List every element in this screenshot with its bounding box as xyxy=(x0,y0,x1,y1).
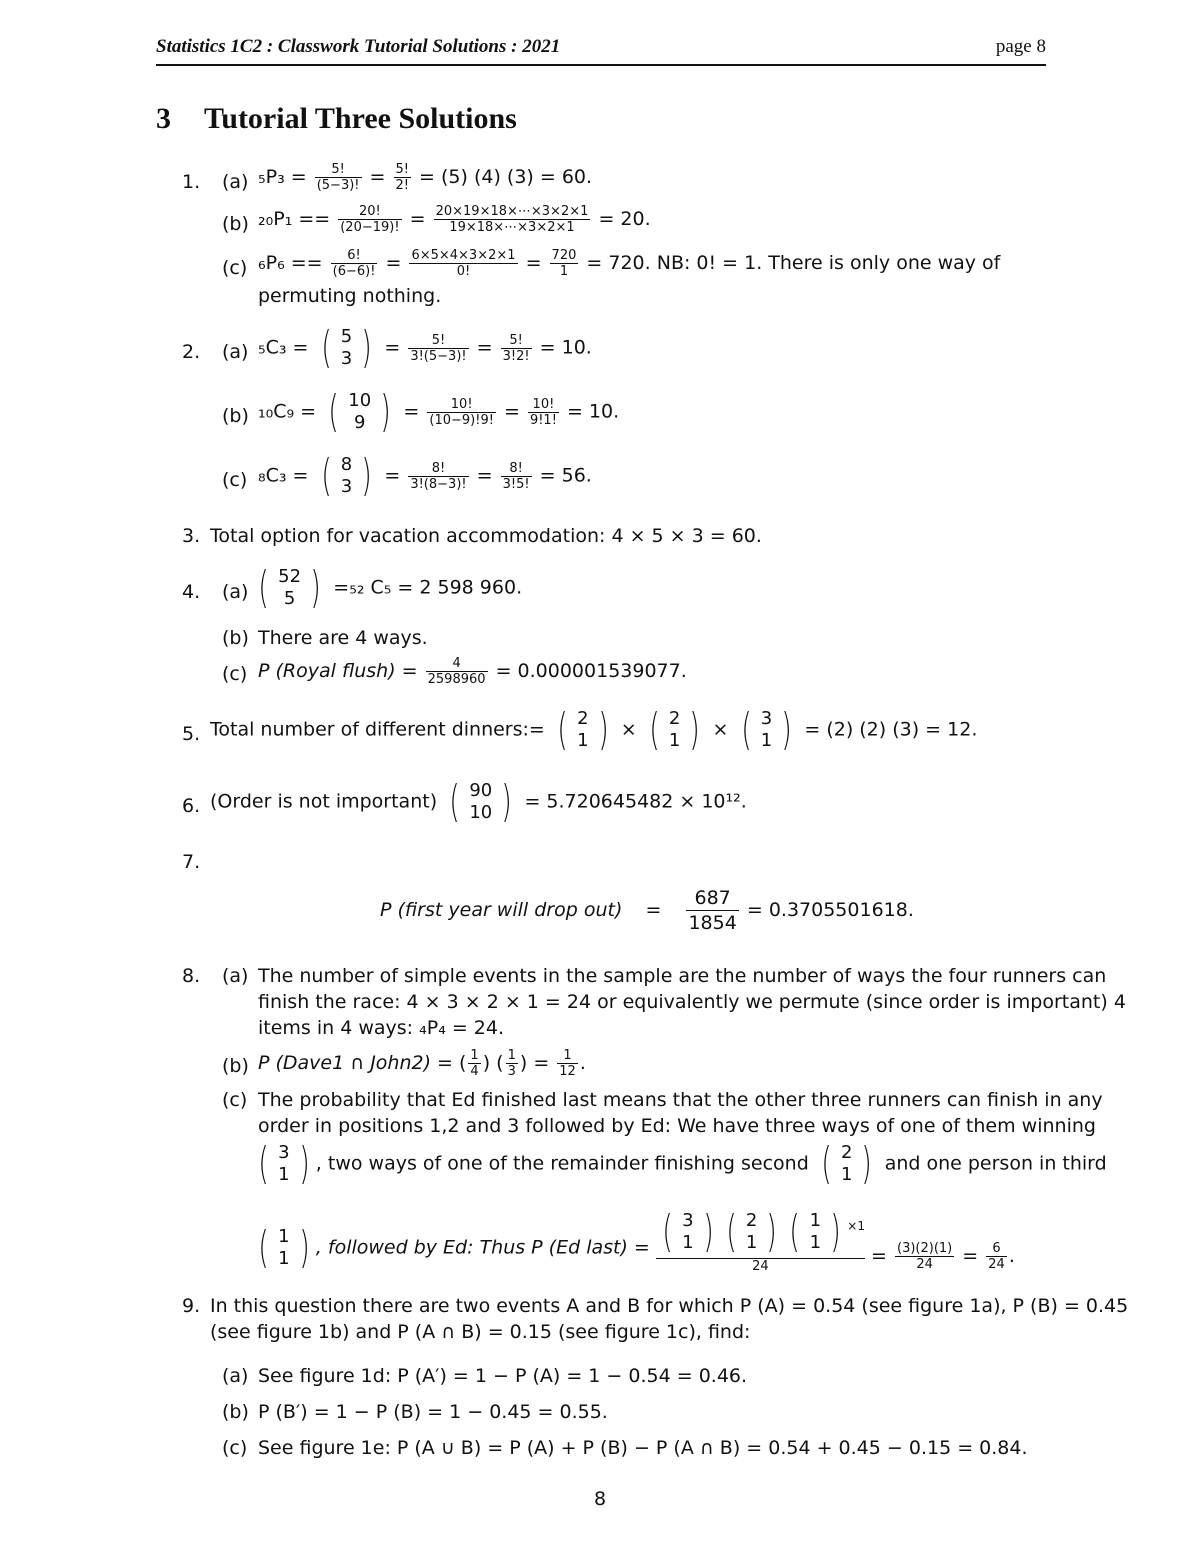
q1b-label: (b) xyxy=(222,213,249,235)
q8a-line1: The number of simple events in the sample are the number of ways the four runners can xyxy=(258,965,1107,987)
q2a-label: (a) xyxy=(222,341,249,363)
q1b-frac2: $\frac{20\times 19\times 18\times\cdots\times 3\times 2\times 1}{19\times 18\times\cdots\times 3\times 2\times 1}$ xyxy=(435,204,589,235)
q8c-line4: ( 1 1 ) , followed by Ed: Thus P (Ed last) = ( 3 1 ) ( 2 1 ) ( 1 1 ) $^{\times 1}$ 24 = $\frac{(3)(2)(1)}{24}$ = $\frac{6}{24}$ . xyxy=(258,1206,1015,1274)
q9-line1: In this question there are two events A and B for which P (A) = 0.54 (see figure 1a), P (B) = 0.45 xyxy=(210,1295,1129,1317)
q4c-label: (c) xyxy=(222,663,248,685)
q8-label: 8. xyxy=(182,965,201,987)
q2b-binom: ( 10 9 ) xyxy=(328,386,391,437)
q9-line2: (see figure 1b) and P (A ∩ B) = 0.15 (see figure 1c), find: xyxy=(210,1321,751,1343)
q4b-label: (b) xyxy=(222,627,249,649)
q1c-label: (c) xyxy=(222,257,248,279)
q9c-text: See figure 1e: P (A ∪ B) = P (A) + P (B) − P (A ∩ B) = 0.54 + 0.45 − 0.15 = 0.84. xyxy=(258,1437,1028,1459)
q1c-continuation: permuting nothing. xyxy=(258,285,442,307)
q6-label: 6. xyxy=(182,795,201,817)
q4c-equation: P (Royal flush) = $\frac{4}{2598960}$ = 0.000001539077. xyxy=(258,656,687,687)
q3-label: 3. xyxy=(182,525,201,547)
q1c-frac1: $\frac{6!}{(6-6)!}$ xyxy=(332,248,376,279)
q6-equation: (Order is not important) ( 90 10 ) = 5.720645482 × 10¹². xyxy=(210,776,747,827)
q2-label: 2. xyxy=(182,341,201,363)
q9-label: 9. xyxy=(182,1295,201,1317)
q2a-binom: ( 5 3 ) xyxy=(320,322,372,373)
q8b-label: (b) xyxy=(222,1055,249,1077)
q9b-label: (b) xyxy=(222,1401,249,1423)
q5-equation: Total number of different dinners:= ( 2 1 ) × ( 2 1 ) × ( 3 1 ) = (2) (2) (3) = 12. xyxy=(210,704,978,755)
q1a-frac1: $\frac{5!}{(5-3)!}$ xyxy=(316,162,360,193)
q9c-label: (c) xyxy=(222,1437,248,1459)
q1a-lhs: ₅P₃ = xyxy=(258,166,307,188)
section-number: 3 xyxy=(156,102,171,135)
q1a-equation: ₅P₃ = $\frac{5!}{(5-3)!}$ = $\frac{5!}{2!}$ = (5) (4) (3) = 60. xyxy=(258,162,593,193)
q1b-frac1: $\frac{20!}{(20-19)!}$ xyxy=(340,204,400,235)
q9b-text: P (B′) = 1 − P (B) = 1 − 0.45 = 0.55. xyxy=(258,1401,608,1423)
q1a-result: = (5) (4) (3) = 60. xyxy=(419,166,593,188)
q1a-frac2: $\frac{5!}{2!}$ xyxy=(395,162,409,193)
q8a-label: (a) xyxy=(222,965,249,987)
q2a-equation: ₅C₃ = ( 5 3 ) = $\frac{5!}{3!(5-3)!}$ = $\frac{5!}{3!2!}$ = 10. xyxy=(258,322,592,373)
q1c-frac3: $\frac{720}{1}$ xyxy=(551,248,577,279)
header-title: Statistics 1C2 : Classwork Tutorial Solutions : 2021 xyxy=(156,36,561,57)
q4b-text: There are 4 ways. xyxy=(258,627,428,649)
q8c-big-fraction: ( 3 1 ) ( 2 1 ) ( 1 1 ) $^{\times 1}$ 24 xyxy=(656,1206,865,1274)
q7-equation: P (first year will drop out) = $\frac{687}{1854}$ = 0.3705501618. xyxy=(380,887,914,934)
section-heading xyxy=(156,102,517,136)
section-title: Tutorial Three Solutions xyxy=(204,102,517,135)
q2c-label: (c) xyxy=(222,469,248,491)
q2b-label: (b) xyxy=(222,405,249,427)
q8a-line3: items in 4 ways: ₄P₄ = 24. xyxy=(258,1017,505,1039)
running-header xyxy=(156,34,1046,66)
q2c-equation: ₈C₃ = ( 8 3 ) = $\frac{8!}{3!(8-3)!}$ = $\frac{8!}{3!5!}$ = 56. xyxy=(258,450,592,501)
q8a-line2: finish the race: 4 × 3 × 2 × 1 = 24 or equivalently we permute (since order is important) 4 xyxy=(258,991,1126,1013)
footer-page-number: 8 xyxy=(593,1488,607,1510)
q4a-label: (a) xyxy=(222,581,249,603)
q4a-equation: ( 52 5 ) =₅₂ C₅ = 2 598 960. xyxy=(252,562,522,614)
q9a-label: (a) xyxy=(222,1365,249,1387)
q4-label: 4. xyxy=(182,581,201,603)
q5-label: 5. xyxy=(182,723,201,745)
header-page-label: page 8 xyxy=(995,36,1046,57)
q1-label: 1. xyxy=(182,171,201,193)
q7-label: 7. xyxy=(182,851,201,873)
q8c-label: (c) xyxy=(222,1089,248,1111)
q1c-equation: ₆P₆ == $\frac{6!}{(6-6)!}$ = $\frac{6\times 5\times 4\times 3\times 2\times 1}{0!}$ = $\frac{720}{1}$ = 720. NB: 0! = 1. There is only one way of xyxy=(258,248,1001,279)
q8c-line1: The probability that Ed finished last means that the other three runners can finish in any xyxy=(258,1089,1103,1111)
q8c-line2: order in positions 1,2 and 3 followed by Ed: We have three ways of one of them winning xyxy=(258,1115,1096,1137)
q4a-binom: ( 52 5 ) xyxy=(258,562,321,613)
q1a-label: (a) xyxy=(222,171,249,193)
q8c-line3: ( 3 1 ) , two ways of one of the remainder finishing second ( 2 1 ) and one person in third xyxy=(258,1138,1107,1189)
q2b-equation: ₁₀C₉ = ( 10 9 ) = $\frac{10!}{(10-9)!9!}$ = $\frac{10!}{9!1!}$ = 10. xyxy=(258,386,620,437)
q8b-equation: P (Dave1 ∩ John2) = ( $\frac{1}{4}$ ) ( $\frac{1}{3}$ ) = $\frac{1}{12}$ . xyxy=(258,1048,586,1079)
q1b-equation: ₂₀P₁ == $\frac{20!}{(20-19)!}$ = $\frac{20\times 19\times 18\times\cdots\times 3\times 2\times 1}{19\times 18\times\cdots\times 3\times 2\times 1}$ = 20. xyxy=(258,204,651,235)
q3-text: Total option for vacation accommodation: 4 × 5 × 3 = 60. xyxy=(210,525,762,547)
q2c-binom: ( 8 3 ) xyxy=(320,450,372,501)
q9a-text: See figure 1d: P (A′) = 1 − P (A) = 1 − 0.54 = 0.46. xyxy=(258,1365,748,1387)
q1c-frac2: $\frac{6\times 5\times 4\times 3\times 2\times 1}{0!}$ xyxy=(411,248,516,279)
